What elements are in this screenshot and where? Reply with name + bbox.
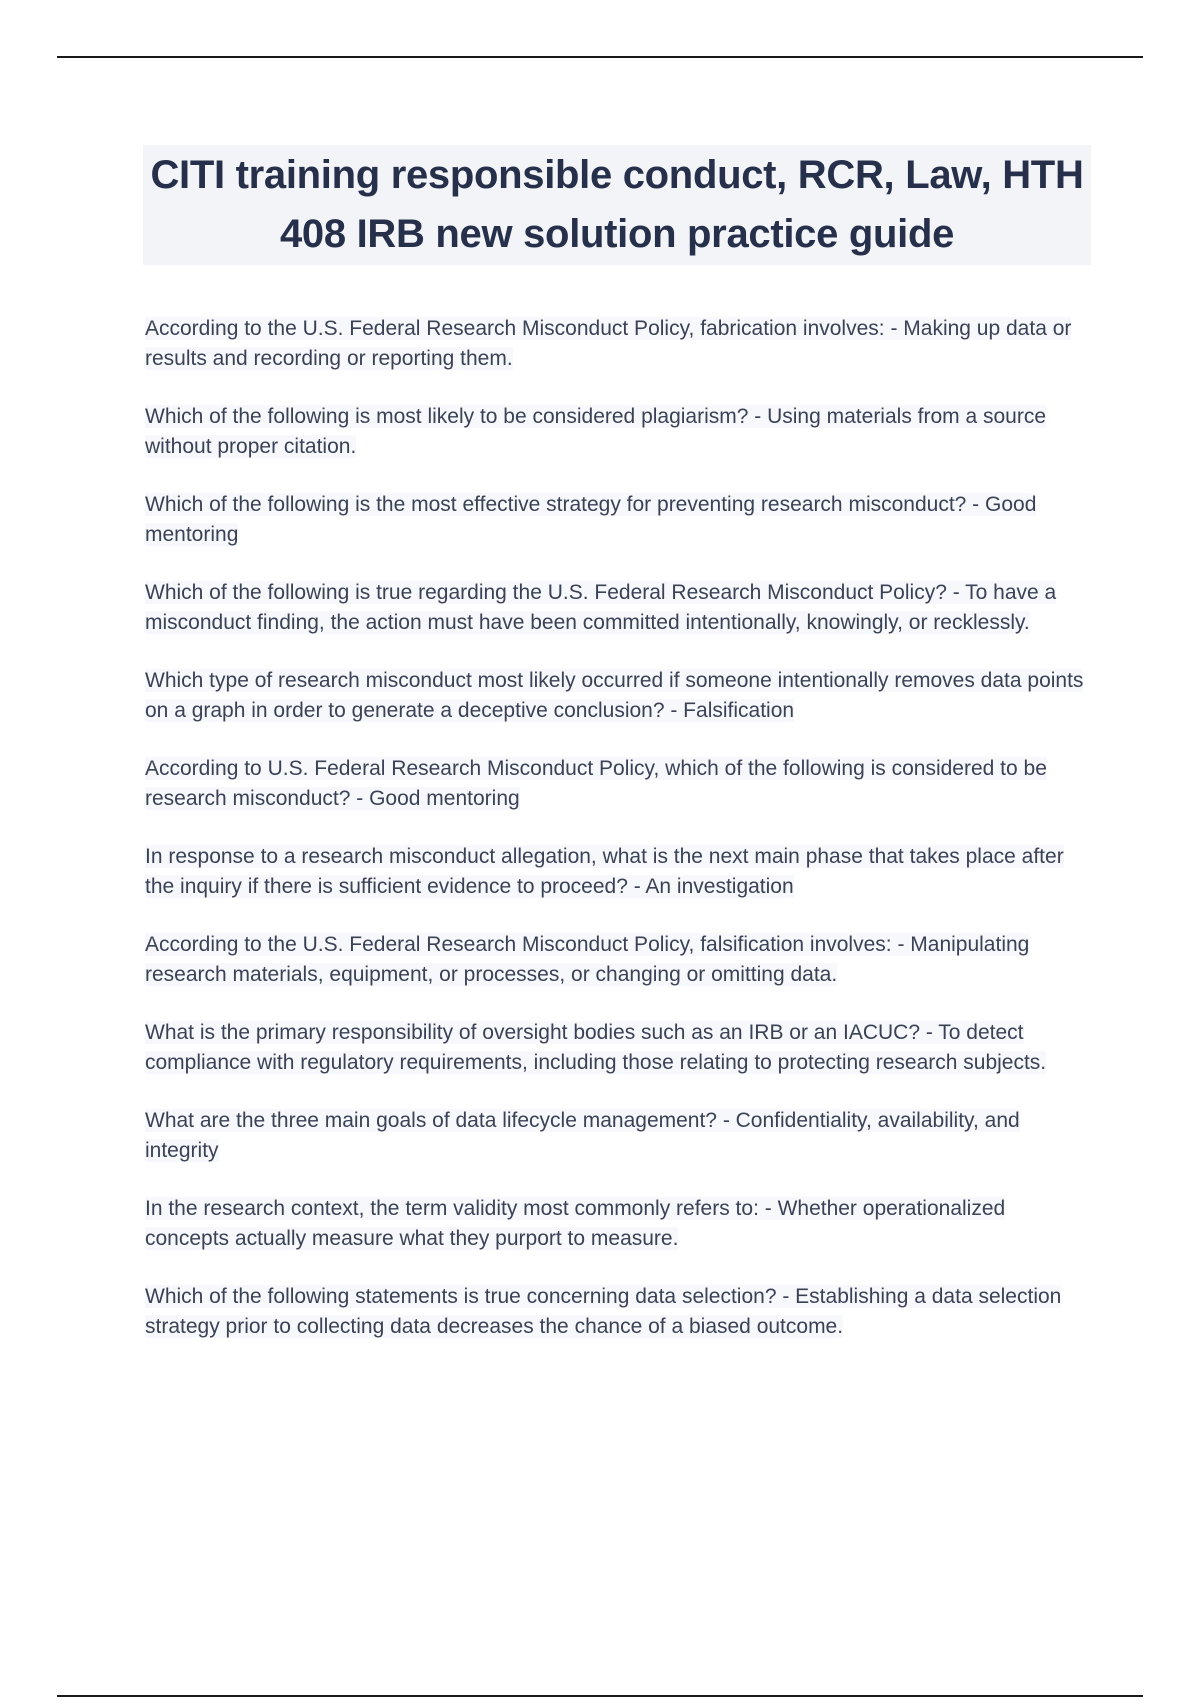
qa-text: Which type of research misconduct most likely occurred if someone intentionally removes data points on a graph in order to generate a deceptive conclusion? - Falsification	[145, 669, 1084, 722]
title-banner	[143, 145, 1091, 265]
qa-item	[145, 842, 1095, 901]
qa-text: What is the primary responsibility of oversight bodies such as an IRB or an IACUC? - To detect compliance with regulatory requirements, including those relating to protecting research subjects.	[145, 1021, 1047, 1074]
qa-item	[145, 578, 1095, 637]
qa-text: Which of the following is the most effective strategy for preventing research misconduct? - Good mentoring	[145, 493, 1037, 546]
qa-text: According to U.S. Federal Research Misconduct Policy, which of the following is considered to be research misconduct? - Good mentoring	[145, 757, 1047, 810]
qa-text: In the research context, the term validity most commonly refers to: - Whether operationalized concepts actually measure what they purport to measure.	[145, 1197, 1006, 1250]
document-title: CITI training responsible conduct, RCR, Law, HTH 408 IRB new solution practice guide	[150, 153, 1084, 256]
qa-item	[145, 930, 1095, 989]
qa-item	[145, 754, 1095, 813]
qa-text: In response to a research misconduct allegation, what is the next main phase that takes place after the inquiry if there is sufficient evidence to proceed? - An investigation	[145, 845, 1064, 898]
qa-item	[145, 490, 1095, 549]
qa-item	[145, 1018, 1095, 1077]
qa-list	[145, 314, 1095, 1370]
qa-item	[145, 402, 1095, 461]
qa-text: Which of the following is most likely to be considered plagiarism? - Using materials from a source without proper citation.	[145, 405, 1047, 458]
qa-text: Which of the following is true regarding the U.S. Federal Research Misconduct Policy? - To have a misconduct finding, the action must have been committed intentionally, knowingly, or recklessly.	[145, 581, 1057, 634]
bottom-rule	[57, 1695, 1143, 1697]
qa-text: According to the U.S. Federal Research Misconduct Policy, fabrication involves: - Making up data or results and recording or reporting them.	[145, 317, 1072, 370]
qa-item	[145, 1282, 1095, 1341]
qa-item	[145, 314, 1095, 373]
qa-item	[145, 1106, 1095, 1165]
qa-item	[145, 1194, 1095, 1253]
qa-text: Which of the following statements is true concerning data selection? - Establishing a data selection strategy prior to collecting data decreases the chance of a biased outcome.	[145, 1285, 1062, 1338]
qa-item	[145, 666, 1095, 725]
qa-text: According to the U.S. Federal Research Misconduct Policy, falsification involves: - Manipulating research materials, equipment, or processes, or changing or omitting data.	[145, 933, 1030, 986]
qa-text: What are the three main goals of data lifecycle management? - Confidentiality, availability, and integrity	[145, 1109, 1020, 1162]
top-rule	[57, 56, 1143, 58]
